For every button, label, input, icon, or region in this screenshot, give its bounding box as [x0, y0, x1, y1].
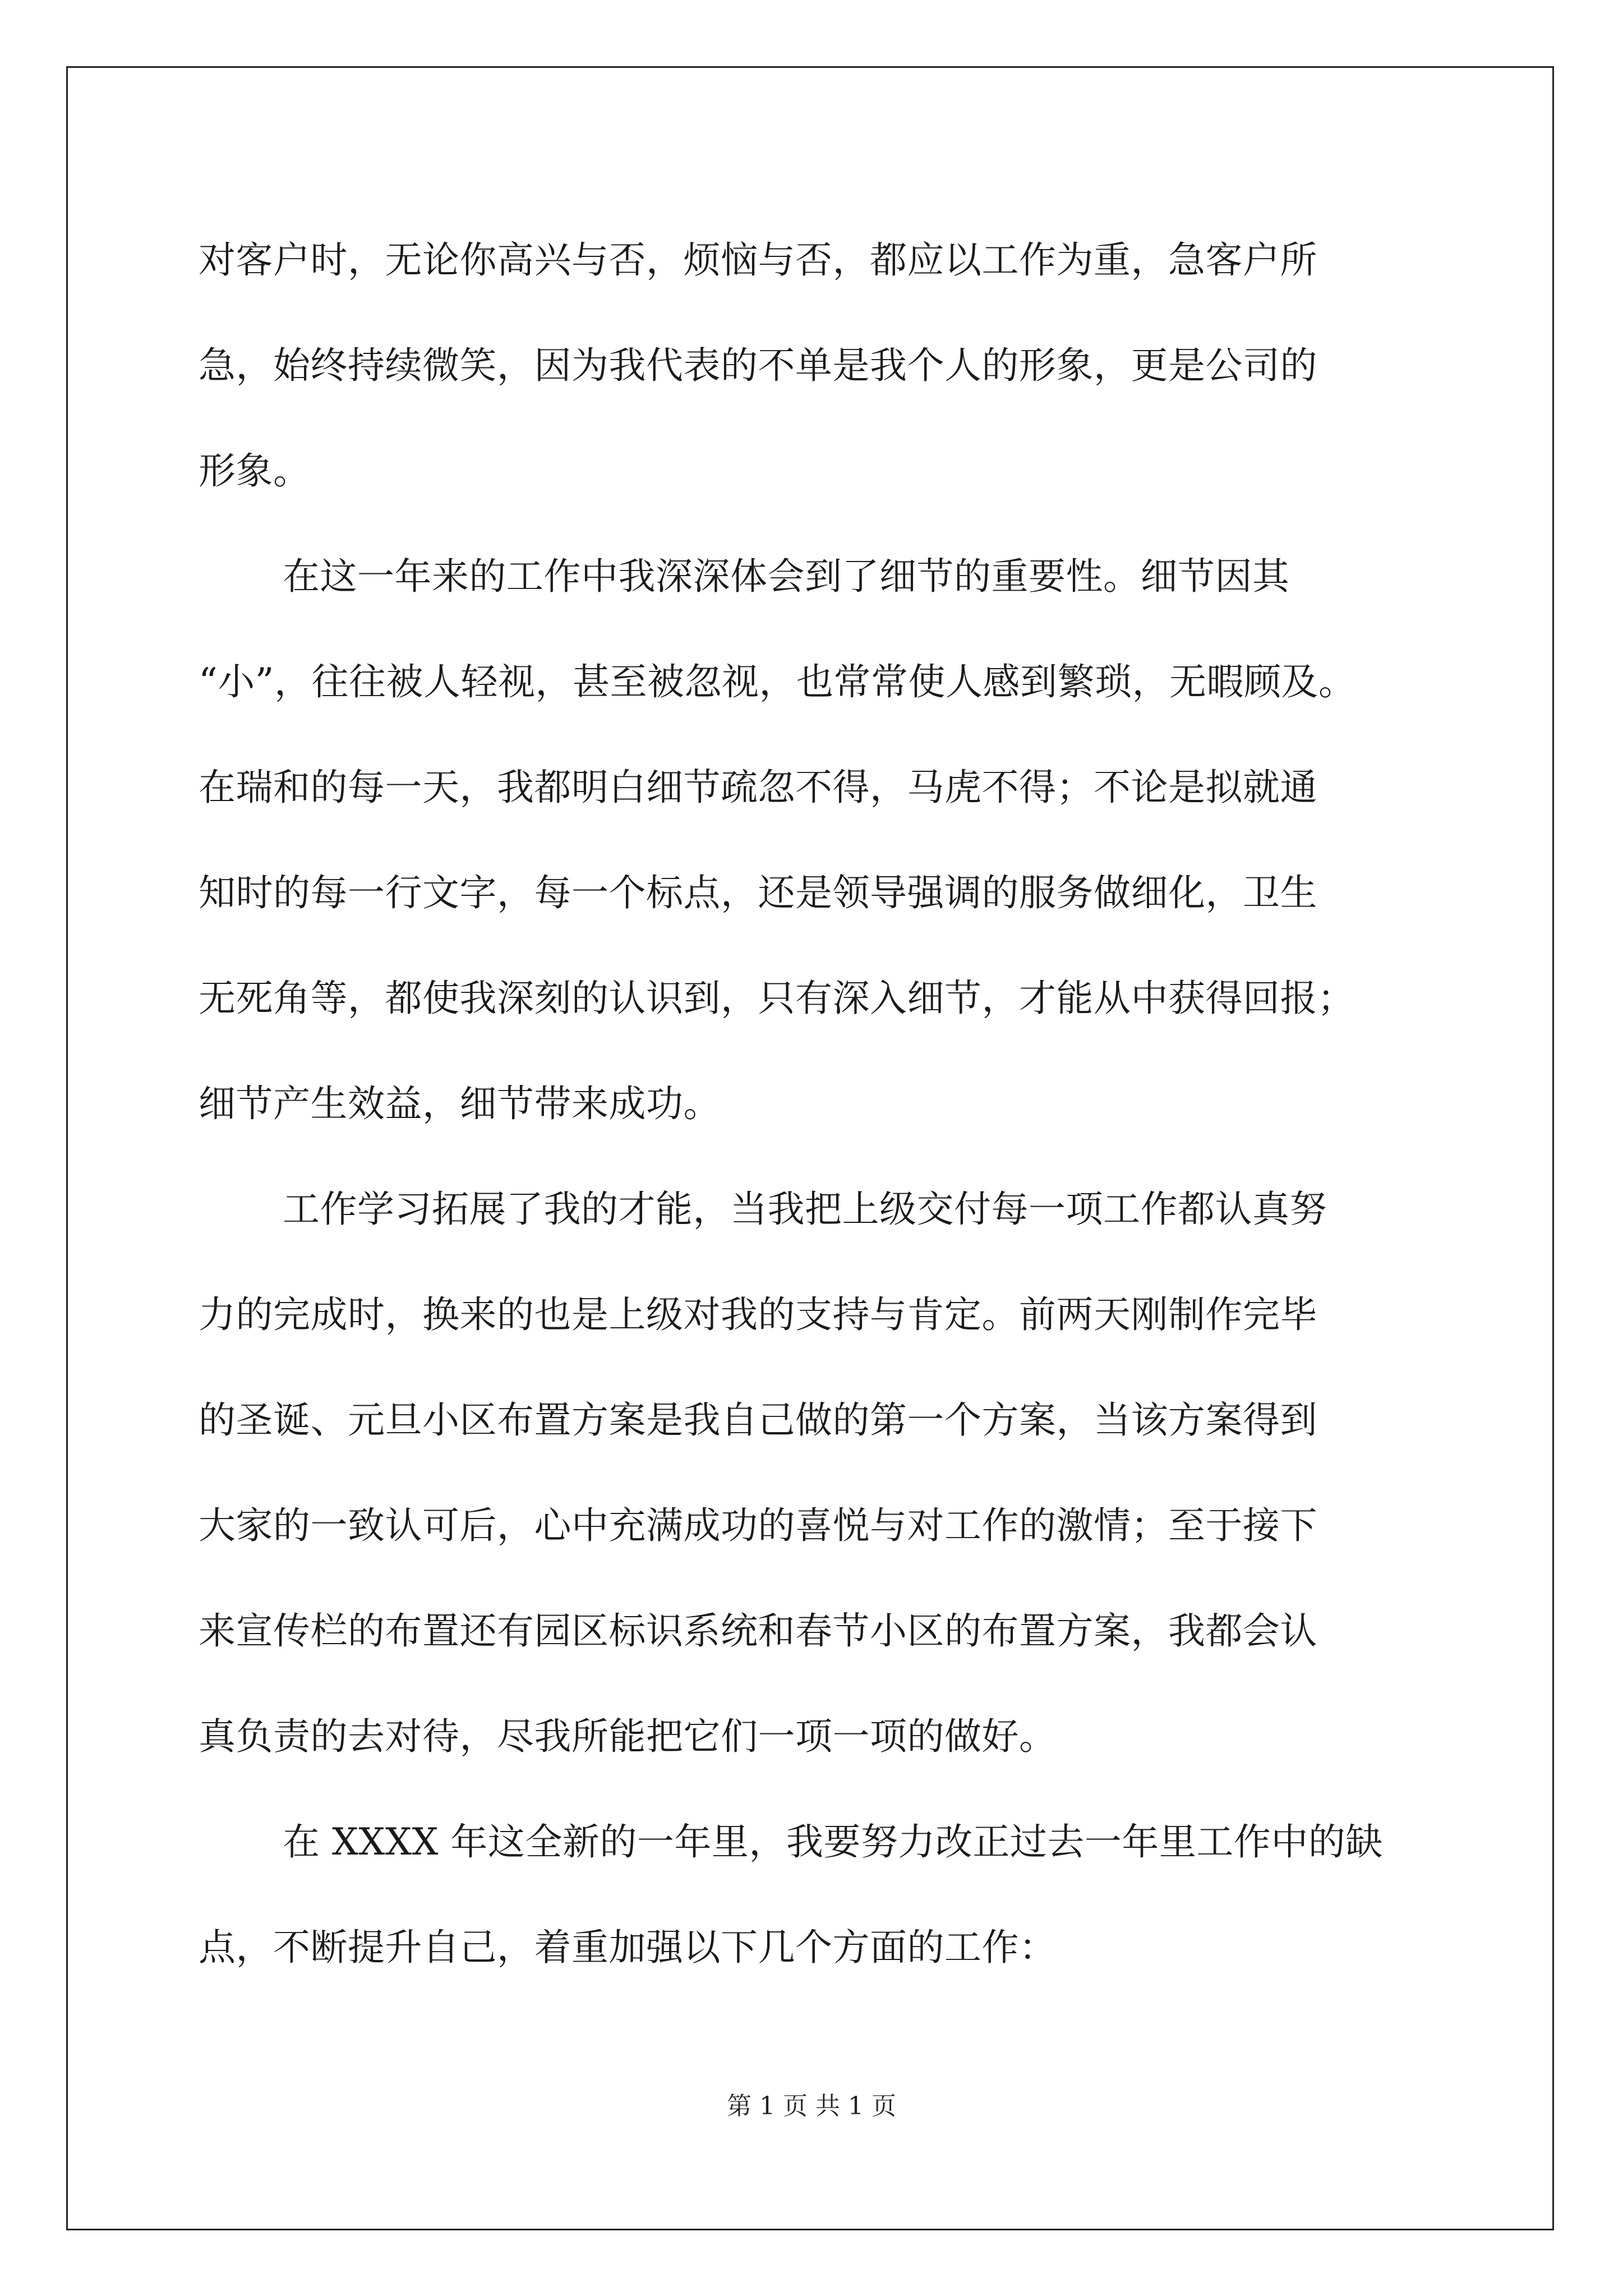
text-line: 力的完成时，换来的也是上级对我的支持与肯定。前两天刚制作完毕	[199, 1293, 1317, 1336]
text-line: 来宣传栏的布置还有园区标识系统和春节小区的布置方案，我都会认	[199, 1609, 1317, 1653]
text-line: 的圣诞、元旦小区布置方案是我自己做的第一个方案，当该方案得到	[199, 1398, 1317, 1442]
text-line: 点，不断提升自己，着重加强以下几个方面的工作：	[199, 1926, 1057, 1969]
text-line: 急，始终持续微笑，因为我代表的不单是我个人的形象，更是公司的	[199, 344, 1317, 387]
paragraph-first-line: 工作学习拓展了我的才能，当我把上级交付每一项工作都认真努	[283, 1188, 1327, 1231]
text-line: 细节产生效益，细节带来成功。	[199, 1082, 721, 1125]
paragraph-first-line: 在这一年来的工作中我深深体会到了细节的重要性。细节因其	[283, 555, 1290, 598]
text-line: 无死角等，都使我深刻的认识到，只有深入细节，才能从中获得回报；	[199, 977, 1355, 1020]
text-line: 知时的每一行文字，每一个标点，还是领导强调的服务做细化，卫生	[199, 871, 1317, 914]
text-line: 对客户时，无论你高兴与否，烦恼与否，都应以工作为重，急客户所	[199, 238, 1317, 282]
text-line: 大家的一致认可后，心中充满成功的喜悦与对工作的激情；至于接下	[199, 1504, 1317, 1547]
document-body	[199, 208, 1432, 2000]
page-number-footer: 第 1 页 共 1 页	[727, 2092, 896, 2120]
text-line: “小”，往往被人轻视，甚至被忽视，也常常使人感到繁琐，无暇顾及。	[199, 660, 1356, 703]
text-line: 形象。	[199, 449, 311, 493]
text-line: 真负责的去对待，尽我所能把它们一项一项的做好。	[199, 1715, 1057, 1758]
paragraph-first-line: 在 XXXX 年这全新的一年里，我要努力改正过去一年里工作中的缺	[283, 1820, 1383, 1864]
text-line: 在瑞和的每一天，我都明白细节疏忽不得，马虎不得；不论是拟就通	[199, 766, 1317, 809]
